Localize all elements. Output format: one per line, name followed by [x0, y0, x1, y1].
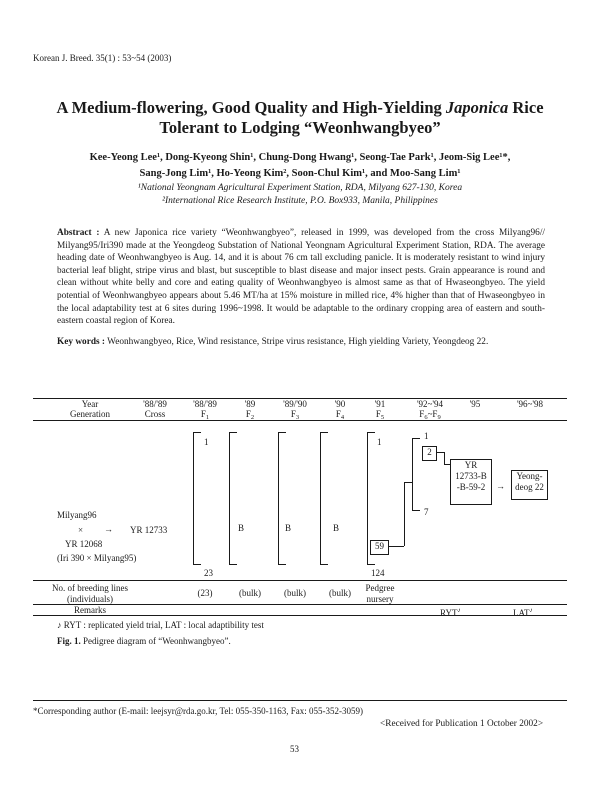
received-date: <Received for Publication 1 October 2002> [380, 719, 544, 729]
paper-title [40, 98, 560, 138]
affiliations [40, 182, 560, 208]
f2-bulk-mark: B [238, 523, 245, 533]
pedigree-nursery: Pedgree nursery [365, 583, 395, 604]
f3-bracket [278, 432, 279, 564]
footer-rule [33, 700, 567, 701]
f6-selected-line: 2 [422, 446, 437, 461]
generation-f6-f9: $F_6\sim F_9$ [419, 409, 441, 421]
table-rule-body [33, 580, 567, 581]
f4-bracket-top [320, 432, 328, 433]
parent-yr12068: YR 12068 [65, 539, 103, 549]
f1-bracket-bottom [193, 564, 201, 565]
f4-bracket [320, 432, 321, 564]
abstract-label: Abstract : [57, 228, 100, 238]
final-variety-box: Yeong- deog 22 [511, 470, 548, 500]
f6-bracket-top [412, 438, 420, 439]
generation-f4: $F_4$ [335, 409, 345, 421]
f1-first: 1 [204, 437, 209, 447]
authors-line-2: Sang-Jong Lim¹, Ho-Yeong Kim², Soon-Chul Kim¹, and Moo-Sang Lim¹ [139, 168, 461, 179]
keywords [57, 336, 545, 348]
line-name-box: YR 12733-B -B-59-2 [450, 459, 492, 505]
generation-f3: $F_3$ [290, 409, 300, 421]
f1-bracket-top [193, 432, 201, 433]
authors-line-1: Kee-Yeong Lee¹, Dong-Kyeong Shin¹, Chung-Dong Hwang¹, Seong-Tae Park¹, Jeom-Sig Lee¹*, [89, 152, 511, 163]
f5-bracket [367, 432, 368, 564]
f4-bulk-mark: B [333, 523, 340, 533]
remark-ryt: RYT♪ [440, 607, 461, 618]
f5-last: 124 [371, 568, 385, 578]
f6-bracket-bottom [412, 510, 420, 511]
title-line-2: Tolerant to Lodging “Weonhwangbyeo” [159, 118, 441, 137]
f3-bulk-mark: B [285, 523, 292, 533]
f2-bracket-bottom [229, 564, 237, 565]
f3-bracket-top [278, 432, 286, 433]
f2-bracket-top [229, 432, 237, 433]
lines-f2: (bulk) [239, 588, 261, 598]
affiliation-2: ²International Rice Research Institute, P.O. Box933, Manila, Philippines [162, 196, 438, 206]
f6-last: 7 [424, 507, 429, 517]
lines-f1: (23) [197, 588, 213, 598]
generation-cross: Cross [144, 409, 166, 419]
breeding-lines-label: No. of breeding lines (individuals) [52, 583, 128, 604]
cross-name: YR 12733 [130, 525, 168, 535]
parent-milyang96: Milyang96 [57, 510, 97, 520]
author-list [40, 150, 560, 182]
abstract-text: A new Japonica rice variety “Weonhwangbyeo”, released in 1999, was developed from the cross Milyang96// Milyang95/Iri390 made at the Yeongdeog Substation of National Yeongnam Agricultural Experiment Station, RDA. The average heading date of Weonhwangbyeo is Aug. 14, and it is about 76 cm tall excluding panicle. It is moderately resistant to wind injury bacterial leaf blight, stripe virus and blast, but susceptible to blast disease and major insect pests. Grain appearance is round and clean without white belly and core and eating quality of Weonhwangbyeo is almost same as that of Hwaseongbyeo. The yield potential of Weonhwangbyeo appears about 5.46 MT/ha at 15% moisture in milled rice, 4% higher than that of Hwaseongbyeo in the local adaptability test at 6 sites during 1996~1998. It would be adaptable to the ordinary cropping area of eastern and south-eastern coastal region of Korea. [57, 228, 545, 327]
cross-arrow: → [104, 524, 113, 534]
abstract [57, 227, 545, 328]
title-line-1: A Medium-flowering, Good Quality and High-Yielding Japonica Rice [56, 98, 544, 117]
f5-connector-v [404, 482, 405, 546]
year-col-5: '90 [334, 399, 346, 409]
figure-caption [57, 636, 231, 646]
remarks-label: Remarks [74, 605, 106, 615]
f5-connector-h [388, 546, 404, 547]
caption-label: Fig. 1. [57, 636, 81, 646]
f3-bracket-bottom [278, 564, 286, 565]
year-col-6: '91 [374, 399, 386, 409]
f6-first: 1 [424, 431, 429, 441]
f1-last: 23 [204, 568, 213, 578]
generation-f5: $F_5$ [375, 409, 385, 421]
f6-connector-h [436, 452, 444, 453]
year-col-2: '88/'89 [193, 399, 217, 409]
f6-connector-v [444, 452, 445, 464]
f5-bracket-bottom [367, 564, 375, 565]
remark-lat: LAT♪ [513, 607, 533, 618]
year-col-9: '96~'98 [516, 399, 544, 409]
f5-first: 1 [377, 437, 382, 447]
year-col-3: '89 [244, 399, 256, 409]
f5-connector-h2 [404, 482, 412, 483]
table-footnote: ♪ RYT : replicated yield trial, LAT : local adaptibility test [57, 620, 264, 630]
year-col-1: '88/'89 [143, 399, 167, 409]
year-col-7: '92~'94 [416, 399, 444, 409]
f2-bracket [229, 432, 230, 564]
caption-text: Pedigree diagram of “Weonhwangbyeo”. [80, 636, 231, 646]
f5-bracket-top [367, 432, 375, 433]
corresponding-author: *Corresponding author (E-mail: leejsyr@rda.go.kr, Tel: 055-350-1163, Fax: 055-352-3059) [33, 706, 363, 716]
generation-f2: $F_2$ [245, 409, 255, 421]
lines-f4: (bulk) [329, 588, 351, 598]
generation-label: Generation [70, 409, 110, 419]
f6-bracket [412, 438, 413, 510]
keywords-text: Weonhwangbyeo, Rice, Wind resistance, Stripe virus resistance, High yielding Variety, Yeongdeog 22. [105, 337, 489, 347]
year-col-8: '95 [469, 399, 481, 409]
journal-citation: Korean J. Breed. 35(1) : 53~54 (2003) [33, 53, 172, 63]
keywords-label: Key words : [57, 337, 106, 347]
release-arrow: → [496, 481, 505, 491]
parent-yr12068-origin: (Iri 390 × Milyang95) [57, 553, 137, 563]
page-number: 53 [290, 744, 299, 754]
affiliation-1: ¹National Yeongnam Agricultural Experiment Station, RDA, Milyang 627-130, Korea [137, 183, 463, 193]
f4-bracket-bottom [320, 564, 328, 565]
year-col-4: '89/'90 [283, 399, 307, 409]
lines-f3: (bulk) [284, 588, 306, 598]
year-label: Year [81, 399, 99, 409]
f1-bracket [193, 432, 194, 564]
cross-symbol: × [78, 525, 84, 535]
generation-f1: $F_1$ [200, 409, 210, 421]
f5-selected-line: 59 [370, 540, 389, 555]
